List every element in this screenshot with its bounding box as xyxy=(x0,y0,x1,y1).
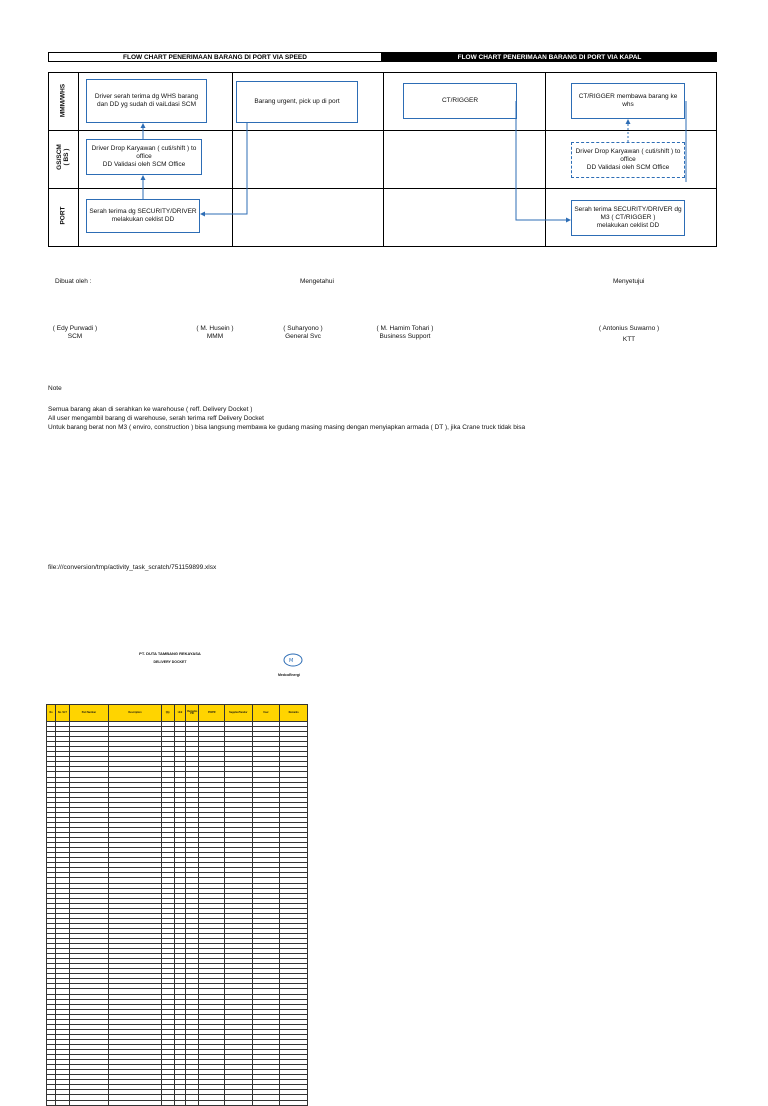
note-title: Note xyxy=(48,385,62,392)
lane-label-gs: GS/SCM ( BS ) xyxy=(56,144,70,170)
table-cell xyxy=(174,1100,185,1105)
lane-label-mmm: MMM/WHS xyxy=(59,83,67,118)
note-line: All user mengambil barang di warehouse, serah terima reff Delivery Docket xyxy=(48,415,264,422)
table-cell xyxy=(47,1100,56,1105)
signature-edy xyxy=(50,325,100,341)
note-line: Semua barang akan di serahkan ke warehouse ( reff. Delivery Docket ) xyxy=(48,406,253,413)
medco-logo-icon xyxy=(280,653,306,667)
table-cell xyxy=(280,1100,308,1105)
table-cell xyxy=(225,1100,253,1105)
note-line: Untuk barang berat non M3 ( enviro, construction ) bisa langsung membawa ke gudang masing masing dengan menyiapkan armada ( DT ), jika Crane truck tidak bisa xyxy=(48,424,526,431)
table-body xyxy=(47,722,308,1106)
docket-title: DELIVERY DOCKET xyxy=(153,660,187,664)
table-header-row xyxy=(47,705,308,722)
label-dibuat: Dibuat oleh : xyxy=(55,278,92,285)
signature-name: ( M. Hamim Tohari ) xyxy=(376,325,434,332)
signature-husein xyxy=(190,325,240,341)
svg-text:M: M xyxy=(289,658,294,664)
table-cell xyxy=(56,1100,69,1105)
box-kapal-gs: Driver Drop Karyawan ( cuti/shift ) to office DD Validasi oleh SCM Office xyxy=(571,142,685,178)
signature-name: ( Suharyono ) xyxy=(283,325,323,332)
column-header: Remarks PIC xyxy=(186,705,199,722)
header-speed: FLOW CHART PENERIMAAN BARANG DI PORT VIA SPEED xyxy=(48,52,382,62)
box-ctrigger: CT/RIGGER xyxy=(403,83,517,119)
flow-arrows xyxy=(0,0,768,260)
column-header: Unit xyxy=(174,705,185,722)
box-urgent: Barang urgent, pick up di port xyxy=(236,81,358,123)
signature-name: ( Edy Purwadi ) xyxy=(52,325,98,332)
signature-role: SCM xyxy=(67,333,83,340)
box-kapal-port: Serah terima SECURITY/DRIVER dg M3 ( CT/RIGGER ) melakukan ceklist DD xyxy=(571,200,685,236)
file-path: file:///conversion/tmp/activity_task_scratch/751159899.xlsx xyxy=(48,564,217,571)
label-menyetujui: Menyetujui xyxy=(613,278,645,285)
table-cell xyxy=(199,1100,225,1105)
column-header: No xyxy=(47,705,56,722)
signature-role: KTT xyxy=(622,336,636,343)
box-speed-gs: Driver Drop Karyawan ( cuti/shift ) to office DD Validasi oleh SCM Office xyxy=(86,139,202,175)
table-cell xyxy=(161,1100,174,1105)
box-speed-port: Serah terima dg SECURITY/DRIVER melakukan ceklist DD xyxy=(86,199,200,233)
column-header: Part Number xyxy=(69,705,109,722)
header-kapal: FLOW CHART PENERIMAAN BARANG DI PORT VIA KAPAL xyxy=(382,52,717,62)
signature-antonius xyxy=(594,325,664,344)
box-speed-whs: Driver serah terima dg WHS barang dan DD yg sudah di vaiLdasi SCM xyxy=(86,79,207,123)
lane-label-port: PORT xyxy=(59,206,67,225)
column-header: User xyxy=(252,705,280,722)
label-mengetahui: Mengetahui xyxy=(300,278,334,285)
signature-role: Business Support xyxy=(379,333,431,340)
docket-logo-text: MedcoEnergi xyxy=(278,673,300,677)
table-cell xyxy=(186,1100,199,1105)
signature-role: General Svc xyxy=(285,333,321,340)
table-row xyxy=(47,1100,308,1105)
column-header: Remarks xyxy=(280,705,308,722)
column-header: No. SLT xyxy=(56,705,69,722)
signature-name: ( M. Husein ) xyxy=(196,325,234,332)
docket-company: PT. DUTA TAMBANG REKAYASA xyxy=(139,651,201,656)
box-kapal-whs: CT/RIGGER membawa barang ke whs xyxy=(571,83,685,119)
column-header: Supplier/Vendor xyxy=(225,705,253,722)
column-header: PO/PR xyxy=(199,705,225,722)
table-cell xyxy=(109,1100,161,1105)
column-header: Description xyxy=(109,705,161,722)
signature-hamim xyxy=(370,325,440,341)
signature-role: MMM xyxy=(206,333,224,340)
table-cell xyxy=(69,1100,109,1105)
column-header: Qty xyxy=(161,705,174,722)
table-cell xyxy=(252,1100,280,1105)
signature-suharyono xyxy=(278,325,328,341)
delivery-docket-table xyxy=(46,704,308,1106)
signature-name: ( Antonius Suwarno ) xyxy=(598,325,660,332)
